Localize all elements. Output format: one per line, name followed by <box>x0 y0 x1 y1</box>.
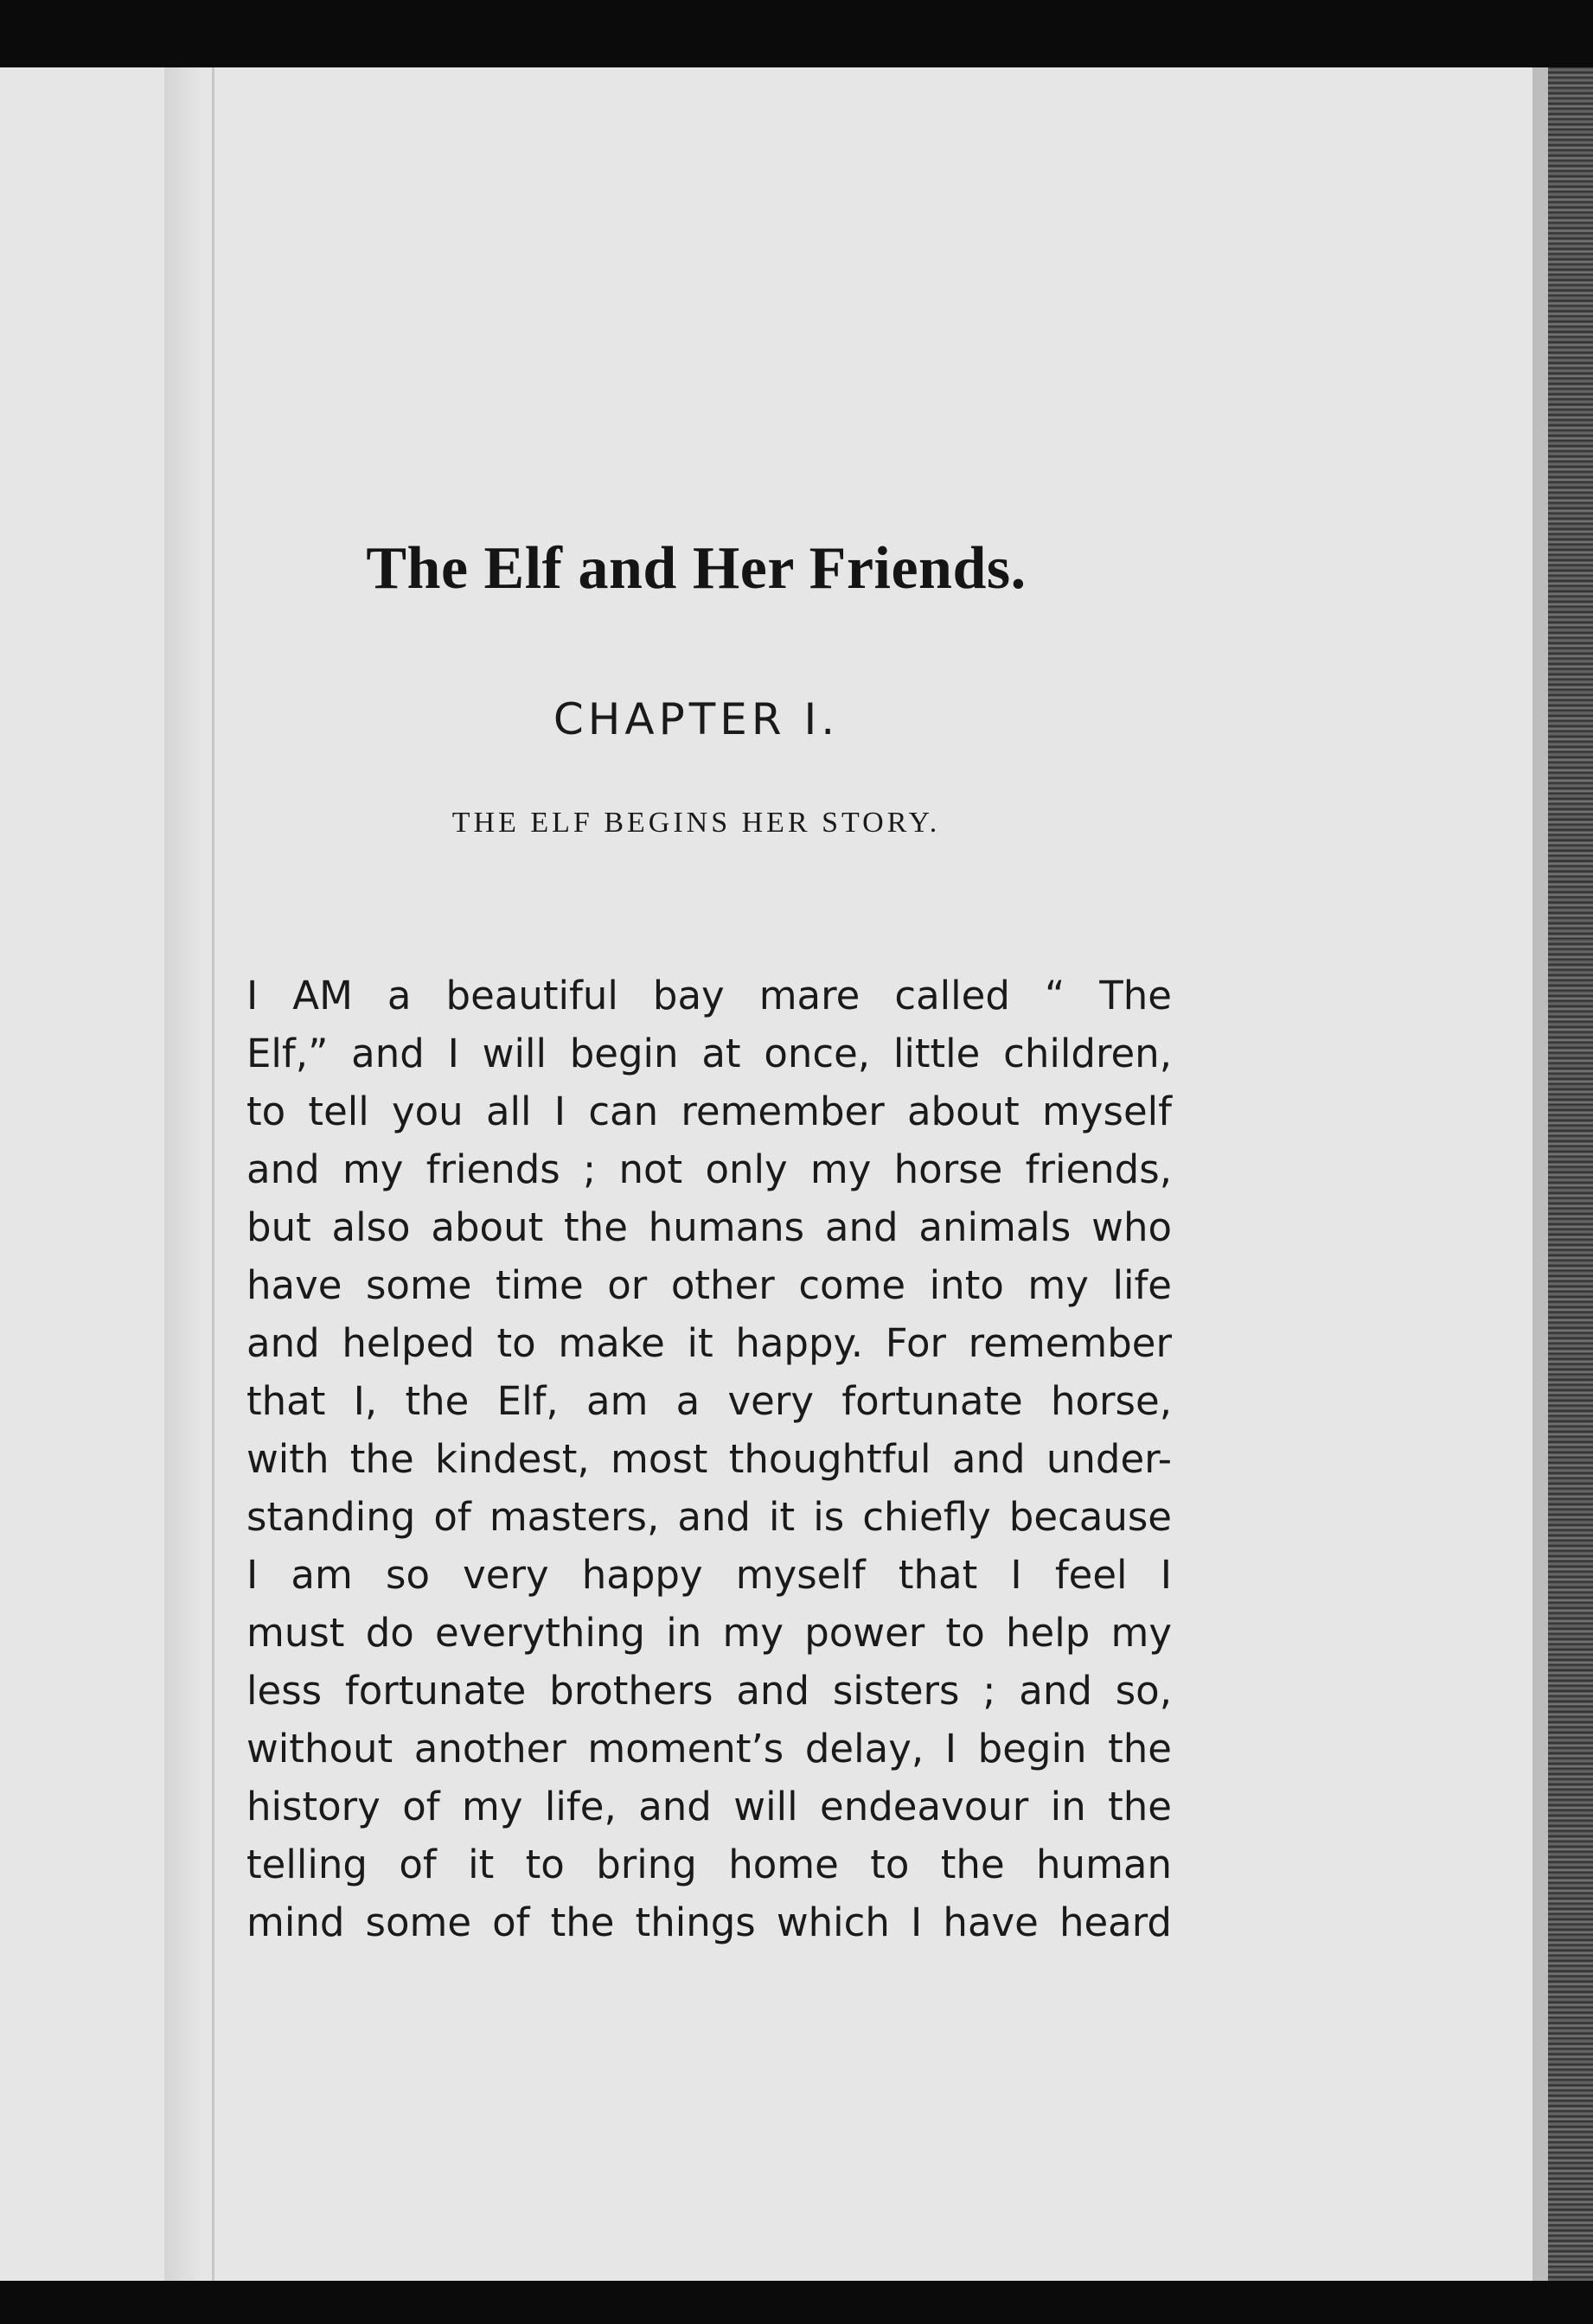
text-line: less fortunate brothers and sisters ; and so, <box>246 1668 1172 1714</box>
text-line: Elf,” and I will begin at once, little children, <box>246 1031 1172 1076</box>
text-line: and my friends ; not only my horse friends, <box>246 1146 1172 1192</box>
text-line: that I, the Elf, am a very fortunate horse, <box>246 1378 1172 1424</box>
book-page <box>0 67 1535 2281</box>
text-line: and helped to make it happy. For remember <box>246 1320 1172 1366</box>
text-line: I AM a beautiful bay mare called “ The <box>246 973 1172 1018</box>
text-line: to tell you all I can remember about myself <box>246 1089 1172 1134</box>
chapter-subtitle: THE ELF BEGINS HER STORY. <box>451 807 941 839</box>
book-title: The Elf and Her Friends. <box>366 535 1027 602</box>
text-line: telling of it to bring home to the human <box>246 1842 1172 1887</box>
chapter-heading: CHAPTER I. <box>553 694 840 744</box>
body-text <box>246 967 1172 1951</box>
text-line: without another moment’s delay, I begin the <box>246 1726 1172 1772</box>
text-line: must do everything in my power to help my <box>246 1610 1172 1656</box>
text-line: standing of masters, and it is chiefly because <box>246 1494 1172 1540</box>
text-line: have some time or other come into my life <box>246 1262 1172 1308</box>
text-line: history of my life, and will endeavour in the <box>246 1784 1172 1829</box>
page-edge-highlight <box>1532 67 1548 2281</box>
text-line: but also about the humans and animals who <box>246 1204 1172 1250</box>
text-line: I am so very happy myself that I feel I <box>246 1552 1172 1598</box>
text-line: with the kindest, most thoughtful and under- <box>246 1436 1172 1482</box>
gutter-shadow <box>212 67 214 2281</box>
text-line: mind some of the things which I have heard <box>246 1899 1172 1945</box>
page-gutter <box>164 67 216 2281</box>
